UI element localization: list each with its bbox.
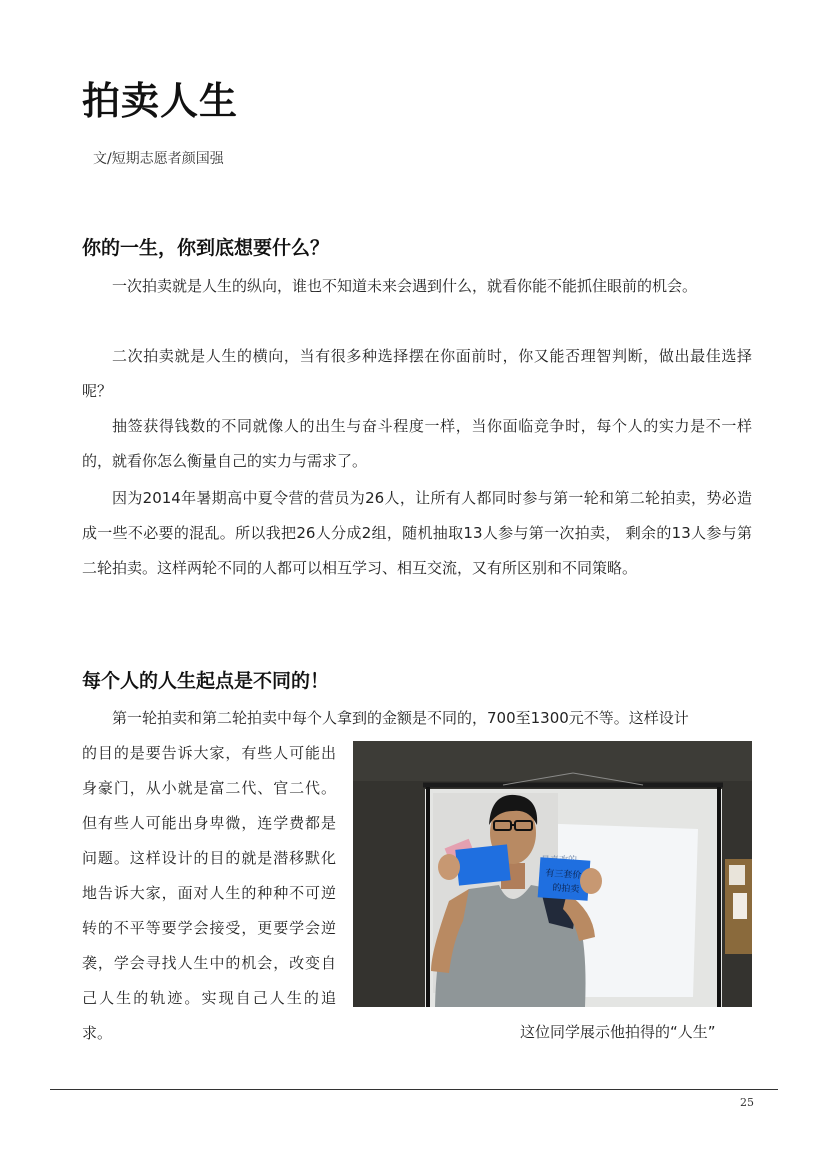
- footer-divider: [50, 1089, 778, 1090]
- paragraph: 因为2014年暑期高中夏令营的营员为26人，让所有人都同时参与第一轮和第二轮拍卖，势必造成一些不必要的混乱。所以我把26人分成2组，随机抽取13人参与第一次拍卖， 剩余的13人参与第二轮拍卖。这样两轮不同的人都可以相互学习、相互交流，又有所区别和不同策略。: [82, 489, 752, 577]
- photo-illustration: [353, 741, 752, 1007]
- section-heading-2: 每个人的人生起点是不同的！: [82, 670, 330, 692]
- card-text-line: 的拍卖: [551, 883, 580, 896]
- photo-caption: 这位同学展示他拍得的“人生”: [520, 1023, 716, 1041]
- card-text-line: 有三套价: [544, 868, 582, 882]
- page-number: 25: [740, 1096, 754, 1109]
- paragraph-intro: 第一轮拍卖和第二轮拍卖中每个人拿到的金额是不同的，700至1300元不等。这样设计: [112, 709, 689, 727]
- paragraph-wrapped: 的目的是要告诉大家，有些人可能出身豪门，从小就是富二代、官二代。但有些人可能出身卑微，连学费都是问题。这样设计的目的就是潜移默化地告诉大家，面对人生的种种不可逆转的不平等要学会接受，更要学会逆袭，学会寻找人生中的机会，改变自己人生的轨迹。实现自己人生的追求。: [82, 744, 336, 1042]
- student-photo: [353, 741, 752, 1007]
- paragraph: 二次拍卖就是人生的横向，当有很多种选择摆在你面前时，你又能否理智判断，做出最佳选择呢？: [82, 347, 752, 400]
- article-author: 文/短期志愿者颜国强: [93, 151, 224, 167]
- paragraph: 一次拍卖就是人生的纵向，谁也不知道未来会遇到什么，就看你能不能抓住眼前的机会。: [112, 277, 698, 295]
- paragraph: 抽签获得钱数的不同就像人的出生与奋斗程度一样，当你面临竞争时，每个人的实力是不一样的，就看你怎么衡量自己的实力与需求了。: [82, 417, 752, 470]
- section-heading-1: 你的一生，你到底想要什么？: [82, 237, 330, 259]
- article-title: 拍卖人生: [82, 78, 239, 123]
